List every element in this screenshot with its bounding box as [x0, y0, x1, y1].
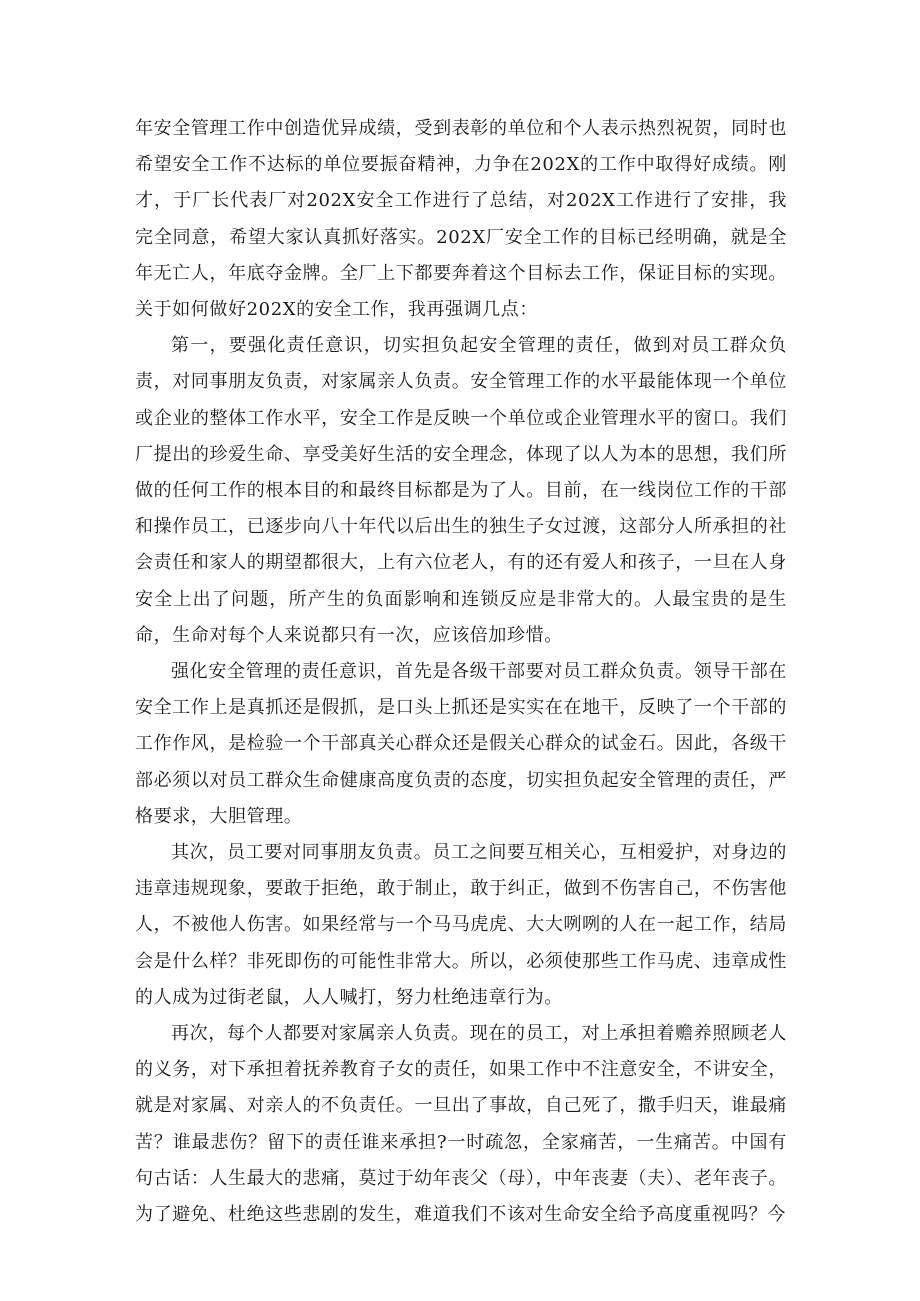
paragraph-2: 第一，要强化责任意识，切实担负起安全管理的责任，做到对员工群众负责，对同事朋友负责，对家属亲人负责。安全管理工作的水平最能体现一个单位或企业的整体工作水平，安全工作是反映一个单位或企业管理水平的窗口。我们厂提出的珍爱生命、享受美好生活的安全理念，体现了以人为本的思想，我们所做的任何工作的根本目的和最终目标都是为了人。目前，在一线岗位工作的干部和操作员工，已逐步向八十年代以后出生的独生子女过渡，这部分人所承担的社会责任和家人的期望都很大，上有六位老人，有的还有爱人和孩子，一旦在人身安全上出了问题，所产生的负面影响和连锁反应是非常大的。人最宝贵的是生命，生命对每个人来说都只有一次，应该倍加珍惜。 — [135, 335, 787, 646]
paragraph-4: 其次，员工要对同事朋友负责。员工之间要互相关心，互相爱护，对身边的违章违规现象，要敢于拒绝，敢于制止，敢于纠正，做到不伤害自己，不伤害他人，不被他人伤害。如果经常与一个马马虎虎、大大咧咧的人在一起工作，结局会是什么样？非死即伤的可能性非常大。所以，必须使那些工作马虎、违章成性的人成为过街老鼠，人人喊打，努力杜绝违章行为。 — [135, 842, 787, 1008]
document-body — [135, 111, 787, 1233]
paragraph-5: 再次，每个人都要对家属亲人负责。现在的员工，对上承担着赡养照顾老人的义务，对下承担着抚养教育子女的责任，如果工作中不注意安全，不讲安全，就是对家属、对亲人的不负责任。一旦出了事故，自己死了，撒手归天，谁最痛苦？谁最悲伤？留下的责任谁来承担?一时疏忽，全家痛苦，一生痛苦。中国有句古话：人生最大的悲痛，莫过于幼年丧父（母），中年丧妻（夫）、老年丧子。为了避免、杜绝这些悲剧的发生，难道我们不该对生命安全给予高度重视吗？今 — [135, 1023, 787, 1226]
paragraph-3: 强化安全管理的责任意识，首先是各级干部要对员工群众负责。领导干部在安全工作上是真抓还是假抓，是口头上抓还是实实在在地干，反映了一个干部的工作作风，是检验一个干部真关心群众还是假关心群众的试金石。因此，各级干部必须以对员工群众生命健康高度负责的态度，切实担负起安全管理的责任，严格要求，大胆管理。 — [135, 661, 787, 827]
paragraph-1: 年安全管理工作中创造优异成绩，受到表彰的单位和个人表示热烈祝贺，同时也希望安全工作不达标的单位要振奋精神，力争在202X的工作中取得好成绩。刚才，于厂长代表厂对202X安全工作进行了总结，对202X工作进行了安排，我完全同意，希望大家认真抓好落实。202X厂安全工作的目标已经明确，就是全年无亡人，年底夺金牌。全厂上下都要奔着这个目标去工作，保证目标的实现。关于如何做好202X的安全工作，我再强调几点： — [135, 118, 787, 321]
